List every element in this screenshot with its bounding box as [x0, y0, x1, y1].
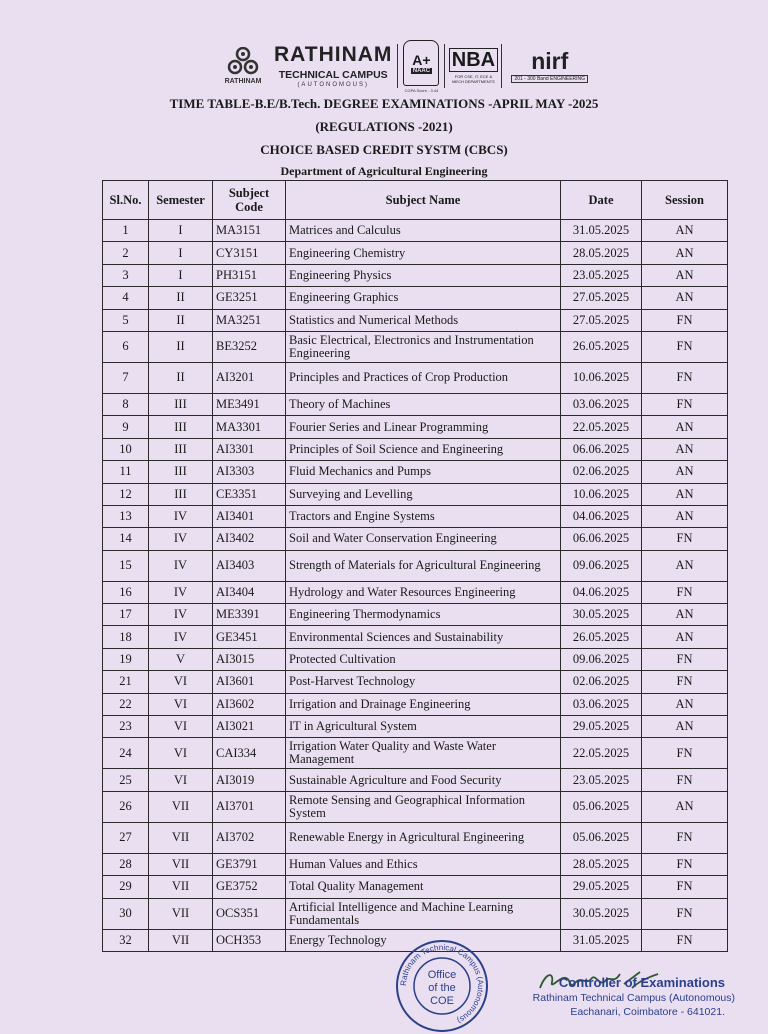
- cell-slno: 30: [103, 898, 149, 929]
- nirf-logo: [511, 49, 588, 83]
- cell-subject-name: Environmental Sciences and Sustainability: [286, 626, 561, 648]
- cell-session: AN: [642, 461, 728, 483]
- cell-session: FN: [642, 362, 728, 393]
- seal-line2: of the: [428, 982, 456, 994]
- cell-date: 03.06.2025: [561, 693, 642, 715]
- cell-slno: 19: [103, 648, 149, 670]
- cell-date: 26.05.2025: [561, 331, 642, 362]
- cell-date: 03.06.2025: [561, 393, 642, 415]
- cell-subject-name: Principles of Soil Science and Engineering: [286, 438, 561, 460]
- cell-subject-name: Remote Sensing and Geographical Information System: [286, 791, 561, 822]
- cell-semester: VI: [149, 738, 213, 769]
- cell-slno: 9: [103, 416, 149, 438]
- cell-subject-name: Hydrology and Water Resources Engineering: [286, 581, 561, 603]
- cell-date: 30.05.2025: [561, 898, 642, 929]
- cell-date: 10.06.2025: [561, 362, 642, 393]
- cell-subject-code: AI3402: [213, 528, 286, 550]
- cell-date: 22.05.2025: [561, 416, 642, 438]
- cell-semester: III: [149, 483, 213, 505]
- cell-slno: 1: [103, 220, 149, 242]
- table-row: [103, 220, 728, 242]
- cell-subject-name: Fluid Mechanics and Pumps: [286, 461, 561, 483]
- cell-subject-code: BE3252: [213, 331, 286, 362]
- table-row: [103, 287, 728, 309]
- seal-line3: COE: [430, 995, 454, 1007]
- cell-session: FN: [642, 393, 728, 415]
- cell-date: 31.05.2025: [561, 220, 642, 242]
- cell-date: 04.06.2025: [561, 505, 642, 527]
- cell-slno: 13: [103, 505, 149, 527]
- col-header-session: Session: [642, 181, 728, 220]
- cell-subject-code: OCS351: [213, 898, 286, 929]
- table-body: [103, 220, 728, 952]
- cell-slno: 27: [103, 822, 149, 853]
- rathinam-emblem: [218, 47, 268, 85]
- cell-session: AN: [642, 483, 728, 505]
- cell-session: AN: [642, 505, 728, 527]
- cell-subject-code: AI3404: [213, 581, 286, 603]
- cell-date: 30.05.2025: [561, 604, 642, 626]
- cell-semester: IV: [149, 528, 213, 550]
- cell-subject-name: Soil and Water Conservation Engineering: [286, 528, 561, 550]
- cell-subject-name: Artificial Intelligence and Machine Learning Fundamentals: [286, 898, 561, 929]
- naac-label: NAAC: [412, 67, 431, 74]
- cell-subject-name: Engineering Thermodynamics: [286, 604, 561, 626]
- cell-session: FN: [642, 738, 728, 769]
- cell-semester: I: [149, 242, 213, 264]
- table-row: [103, 604, 728, 626]
- col-header-date: Date: [561, 181, 642, 220]
- cell-date: 06.06.2025: [561, 438, 642, 460]
- cell-session: AN: [642, 438, 728, 460]
- cell-session: FN: [642, 648, 728, 670]
- seal-ring-text: Rathinam Technical Campus (Autonomous): [398, 942, 486, 1026]
- cell-date: 23.05.2025: [561, 769, 642, 791]
- cell-subject-name: Protected Cultivation: [286, 648, 561, 670]
- cell-slno: 28: [103, 853, 149, 875]
- divider: [444, 44, 445, 88]
- cell-date: 23.05.2025: [561, 264, 642, 286]
- col-header-subject-code: Subject Code: [213, 181, 286, 220]
- cell-session: AN: [642, 220, 728, 242]
- table-row: [103, 483, 728, 505]
- cbcs-line: CHOICE BASED CREDIT SYSTM (CBCS): [260, 142, 508, 157]
- cell-date: 05.06.2025: [561, 822, 642, 853]
- cell-subject-name: Matrices and Calculus: [286, 220, 561, 242]
- table-row: [103, 309, 728, 331]
- table-header-row: [103, 181, 728, 220]
- cell-subject-code: AI3602: [213, 693, 286, 715]
- cell-session: FN: [642, 898, 728, 929]
- cell-subject-code: AI3701: [213, 791, 286, 822]
- cell-slno: 26: [103, 791, 149, 822]
- cell-subject-code: ME3391: [213, 604, 286, 626]
- cell-date: 31.05.2025: [561, 929, 642, 951]
- header-logos: [218, 40, 588, 92]
- cell-session: FN: [642, 876, 728, 898]
- regulations-line: (REGULATIONS -2021): [315, 119, 453, 134]
- cell-subject-code: ME3491: [213, 393, 286, 415]
- cell-semester: III: [149, 461, 213, 483]
- nba-label: NBA: [449, 48, 498, 72]
- nba-logo: [450, 48, 496, 84]
- cell-date: 28.05.2025: [561, 242, 642, 264]
- cell-session: AN: [642, 626, 728, 648]
- table-row: [103, 461, 728, 483]
- cell-semester: II: [149, 331, 213, 362]
- cell-session: FN: [642, 769, 728, 791]
- naac-caption: CGPA Score - 3.44: [404, 87, 439, 93]
- cell-slno: 2: [103, 242, 149, 264]
- cell-slno: 21: [103, 671, 149, 693]
- cell-semester: VII: [149, 876, 213, 898]
- cell-session: AN: [642, 791, 728, 822]
- cell-session: AN: [642, 242, 728, 264]
- nirf-label: nirf: [531, 48, 569, 74]
- cell-semester: III: [149, 393, 213, 415]
- brand-autonomous: (AUTONOMOUS): [297, 82, 369, 88]
- cell-subject-name: Basic Electrical, Electronics and Instrumentation Engineering: [286, 331, 561, 362]
- brand-subtitle: TECHNICAL CAMPUS: [278, 69, 388, 81]
- cell-semester: VII: [149, 791, 213, 822]
- cell-subject-name: Engineering Chemistry: [286, 242, 561, 264]
- cell-subject-name: Renewable Energy in Agricultural Engineering: [286, 822, 561, 853]
- table-row: [103, 416, 728, 438]
- cell-subject-code: AI3303: [213, 461, 286, 483]
- cell-semester: IV: [149, 550, 213, 581]
- table-row: [103, 822, 728, 853]
- brand-name: RATHINAM: [274, 43, 393, 66]
- cell-subject-name: Energy Technology: [286, 929, 561, 951]
- cell-slno: 24: [103, 738, 149, 769]
- table-row: [103, 738, 728, 769]
- table-row: [103, 791, 728, 822]
- cell-semester: VI: [149, 671, 213, 693]
- cell-date: 10.06.2025: [561, 483, 642, 505]
- cell-subject-name: Engineering Physics: [286, 264, 561, 286]
- cell-subject-code: OCH353: [213, 929, 286, 951]
- table-row: [103, 505, 728, 527]
- cell-subject-code: AI3201: [213, 362, 286, 393]
- table-row: [103, 876, 728, 898]
- col-header-slno: Sl.No.: [103, 181, 149, 220]
- cell-slno: 22: [103, 693, 149, 715]
- cell-subject-code: AI3301: [213, 438, 286, 460]
- emblem-caption: RATHINAM: [224, 78, 262, 85]
- cell-slno: 4: [103, 287, 149, 309]
- cell-subject-name: IT in Agricultural System: [286, 716, 561, 738]
- cell-semester: VII: [149, 929, 213, 951]
- cell-session: FN: [642, 309, 728, 331]
- cell-session: FN: [642, 671, 728, 693]
- cell-semester: VII: [149, 822, 213, 853]
- cell-date: 06.06.2025: [561, 528, 642, 550]
- cell-semester: VII: [149, 898, 213, 929]
- cell-subject-code: MA3251: [213, 309, 286, 331]
- cell-semester: VI: [149, 769, 213, 791]
- cell-semester: VII: [149, 853, 213, 875]
- cell-subject-code: GE3251: [213, 287, 286, 309]
- coe-office-seal: [394, 938, 490, 1034]
- cell-slno: 5: [103, 309, 149, 331]
- table-row: [103, 550, 728, 581]
- cell-subject-name: Human Values and Ethics: [286, 853, 561, 875]
- cell-subject-name: Tractors and Engine Systems: [286, 505, 561, 527]
- cell-subject-name: Theory of Machines: [286, 393, 561, 415]
- cell-slno: 29: [103, 876, 149, 898]
- table-row: [103, 898, 728, 929]
- naac-logo: [403, 40, 439, 93]
- cell-slno: 10: [103, 438, 149, 460]
- brand-block: [274, 44, 392, 88]
- emblem-icon: [223, 47, 263, 77]
- cell-slno: 18: [103, 626, 149, 648]
- cell-semester: III: [149, 416, 213, 438]
- cell-subject-name: Principles and Practices of Crop Production: [286, 362, 561, 393]
- cell-session: AN: [642, 693, 728, 715]
- cell-semester: IV: [149, 505, 213, 527]
- cell-slno: 12: [103, 483, 149, 505]
- cell-date: 09.06.2025: [561, 550, 642, 581]
- table-row: [103, 769, 728, 791]
- cell-date: 29.05.2025: [561, 716, 642, 738]
- nba-caption: FOR CSE, IT, ECE & MECH DEPARTMENTS: [452, 74, 495, 84]
- table-row: [103, 242, 728, 264]
- cell-slno: 16: [103, 581, 149, 603]
- cell-subject-code: MA3151: [213, 220, 286, 242]
- cell-date: 28.05.2025: [561, 853, 642, 875]
- cell-session: FN: [642, 581, 728, 603]
- cell-session: AN: [642, 416, 728, 438]
- cell-subject-code: AI3401: [213, 505, 286, 527]
- cell-session: FN: [642, 929, 728, 951]
- cell-subject-name: Strength of Materials for Agricultural Engineering: [286, 550, 561, 581]
- cell-subject-code: CE3351: [213, 483, 286, 505]
- col-header-semester: Semester: [149, 181, 213, 220]
- table-row: [103, 693, 728, 715]
- cell-semester: II: [149, 362, 213, 393]
- cell-session: FN: [642, 331, 728, 362]
- cell-slno: 8: [103, 393, 149, 415]
- table-row: [103, 716, 728, 738]
- cell-slno: 15: [103, 550, 149, 581]
- table-row: [103, 626, 728, 648]
- cell-slno: 14: [103, 528, 149, 550]
- cell-session: FN: [642, 822, 728, 853]
- cell-semester: II: [149, 287, 213, 309]
- cell-session: AN: [642, 550, 728, 581]
- cell-session: AN: [642, 604, 728, 626]
- cell-slno: 32: [103, 929, 149, 951]
- cell-session: FN: [642, 528, 728, 550]
- cell-subject-name: Irrigation and Drainage Engineering: [286, 693, 561, 715]
- nirf-rank: 201 - 300 Band ENGINEERING: [511, 75, 588, 83]
- cell-slno: 3: [103, 264, 149, 286]
- cell-slno: 11: [103, 461, 149, 483]
- cell-slno: 6: [103, 331, 149, 362]
- cell-semester: I: [149, 264, 213, 286]
- cell-subject-name: Total Quality Management: [286, 876, 561, 898]
- divider: [501, 44, 502, 88]
- table-row: [103, 362, 728, 393]
- cell-semester: V: [149, 648, 213, 670]
- cell-subject-name: Engineering Graphics: [286, 287, 561, 309]
- cell-date: 05.06.2025: [561, 791, 642, 822]
- cell-semester: I: [149, 220, 213, 242]
- cell-subject-name: Surveying and Levelling: [286, 483, 561, 505]
- divider: [397, 44, 398, 88]
- cell-subject-name: Statistics and Numerical Methods: [286, 309, 561, 331]
- coe-organisation: Rathinam Technical Campus (Autonomous): [532, 992, 735, 1004]
- cell-semester: VI: [149, 716, 213, 738]
- cell-slno: 7: [103, 362, 149, 393]
- cell-subject-code: GE3451: [213, 626, 286, 648]
- cell-session: AN: [642, 264, 728, 286]
- cell-date: 09.06.2025: [561, 648, 642, 670]
- cell-date: 02.06.2025: [561, 461, 642, 483]
- cell-slno: 25: [103, 769, 149, 791]
- cell-subject-code: AI3015: [213, 648, 286, 670]
- cell-date: 26.05.2025: [561, 626, 642, 648]
- table-row: [103, 264, 728, 286]
- seal-line1: Office: [427, 969, 457, 981]
- cell-session: AN: [642, 287, 728, 309]
- cell-date: 22.05.2025: [561, 738, 642, 769]
- col-header-subject-name: Subject Name: [286, 181, 561, 220]
- cell-date: 27.05.2025: [561, 287, 642, 309]
- cell-subject-code: GE3752: [213, 876, 286, 898]
- cell-subject-code: CAI334: [213, 738, 286, 769]
- table-row: [103, 581, 728, 603]
- coe-title: Controller of Examinations: [558, 975, 725, 990]
- cell-subject-code: GE3791: [213, 853, 286, 875]
- cell-date: 04.06.2025: [561, 581, 642, 603]
- cell-semester: IV: [149, 626, 213, 648]
- coe-address: Eachanari, Coimbatore - 641021.: [570, 1006, 725, 1018]
- table-row: [103, 648, 728, 670]
- department-heading: Department of Agricultural Engineering: [280, 164, 488, 178]
- cell-semester: IV: [149, 604, 213, 626]
- cell-subject-name: Sustainable Agriculture and Food Security: [286, 769, 561, 791]
- cell-subject-code: AI3702: [213, 822, 286, 853]
- cell-semester: VI: [149, 693, 213, 715]
- cell-subject-code: CY3151: [213, 242, 286, 264]
- cell-subject-code: AI3019: [213, 769, 286, 791]
- cell-slno: 17: [103, 604, 149, 626]
- cell-date: 02.06.2025: [561, 671, 642, 693]
- table-row: [103, 331, 728, 362]
- cell-subject-code: PH3151: [213, 264, 286, 286]
- cell-subject-code: AI3021: [213, 716, 286, 738]
- cell-semester: IV: [149, 581, 213, 603]
- cell-subject-code: AI3403: [213, 550, 286, 581]
- coe-signature-block: [495, 975, 735, 1018]
- cell-subject-name: Post-Harvest Technology: [286, 671, 561, 693]
- cell-subject-name: Irrigation Water Quality and Waste Water Management: [286, 738, 561, 769]
- table-row: [103, 853, 728, 875]
- document-title: TIME TABLE-B.E/B.Tech. DEGREE EXAMINATIONS -APRIL MAY -2025: [169, 96, 599, 111]
- table-row: [103, 671, 728, 693]
- table-row: [103, 393, 728, 415]
- table-row: [103, 528, 728, 550]
- cell-session: AN: [642, 716, 728, 738]
- cell-date: 29.05.2025: [561, 876, 642, 898]
- cell-session: FN: [642, 853, 728, 875]
- cell-slno: 23: [103, 716, 149, 738]
- exam-timetable: [102, 180, 728, 952]
- table-row: [103, 438, 728, 460]
- cell-semester: II: [149, 309, 213, 331]
- cell-subject-code: AI3601: [213, 671, 286, 693]
- cell-semester: III: [149, 438, 213, 460]
- cell-subject-code: MA3301: [213, 416, 286, 438]
- cell-date: 27.05.2025: [561, 309, 642, 331]
- cell-subject-name: Fourier Series and Linear Programming: [286, 416, 561, 438]
- naac-grade: A+: [412, 51, 431, 68]
